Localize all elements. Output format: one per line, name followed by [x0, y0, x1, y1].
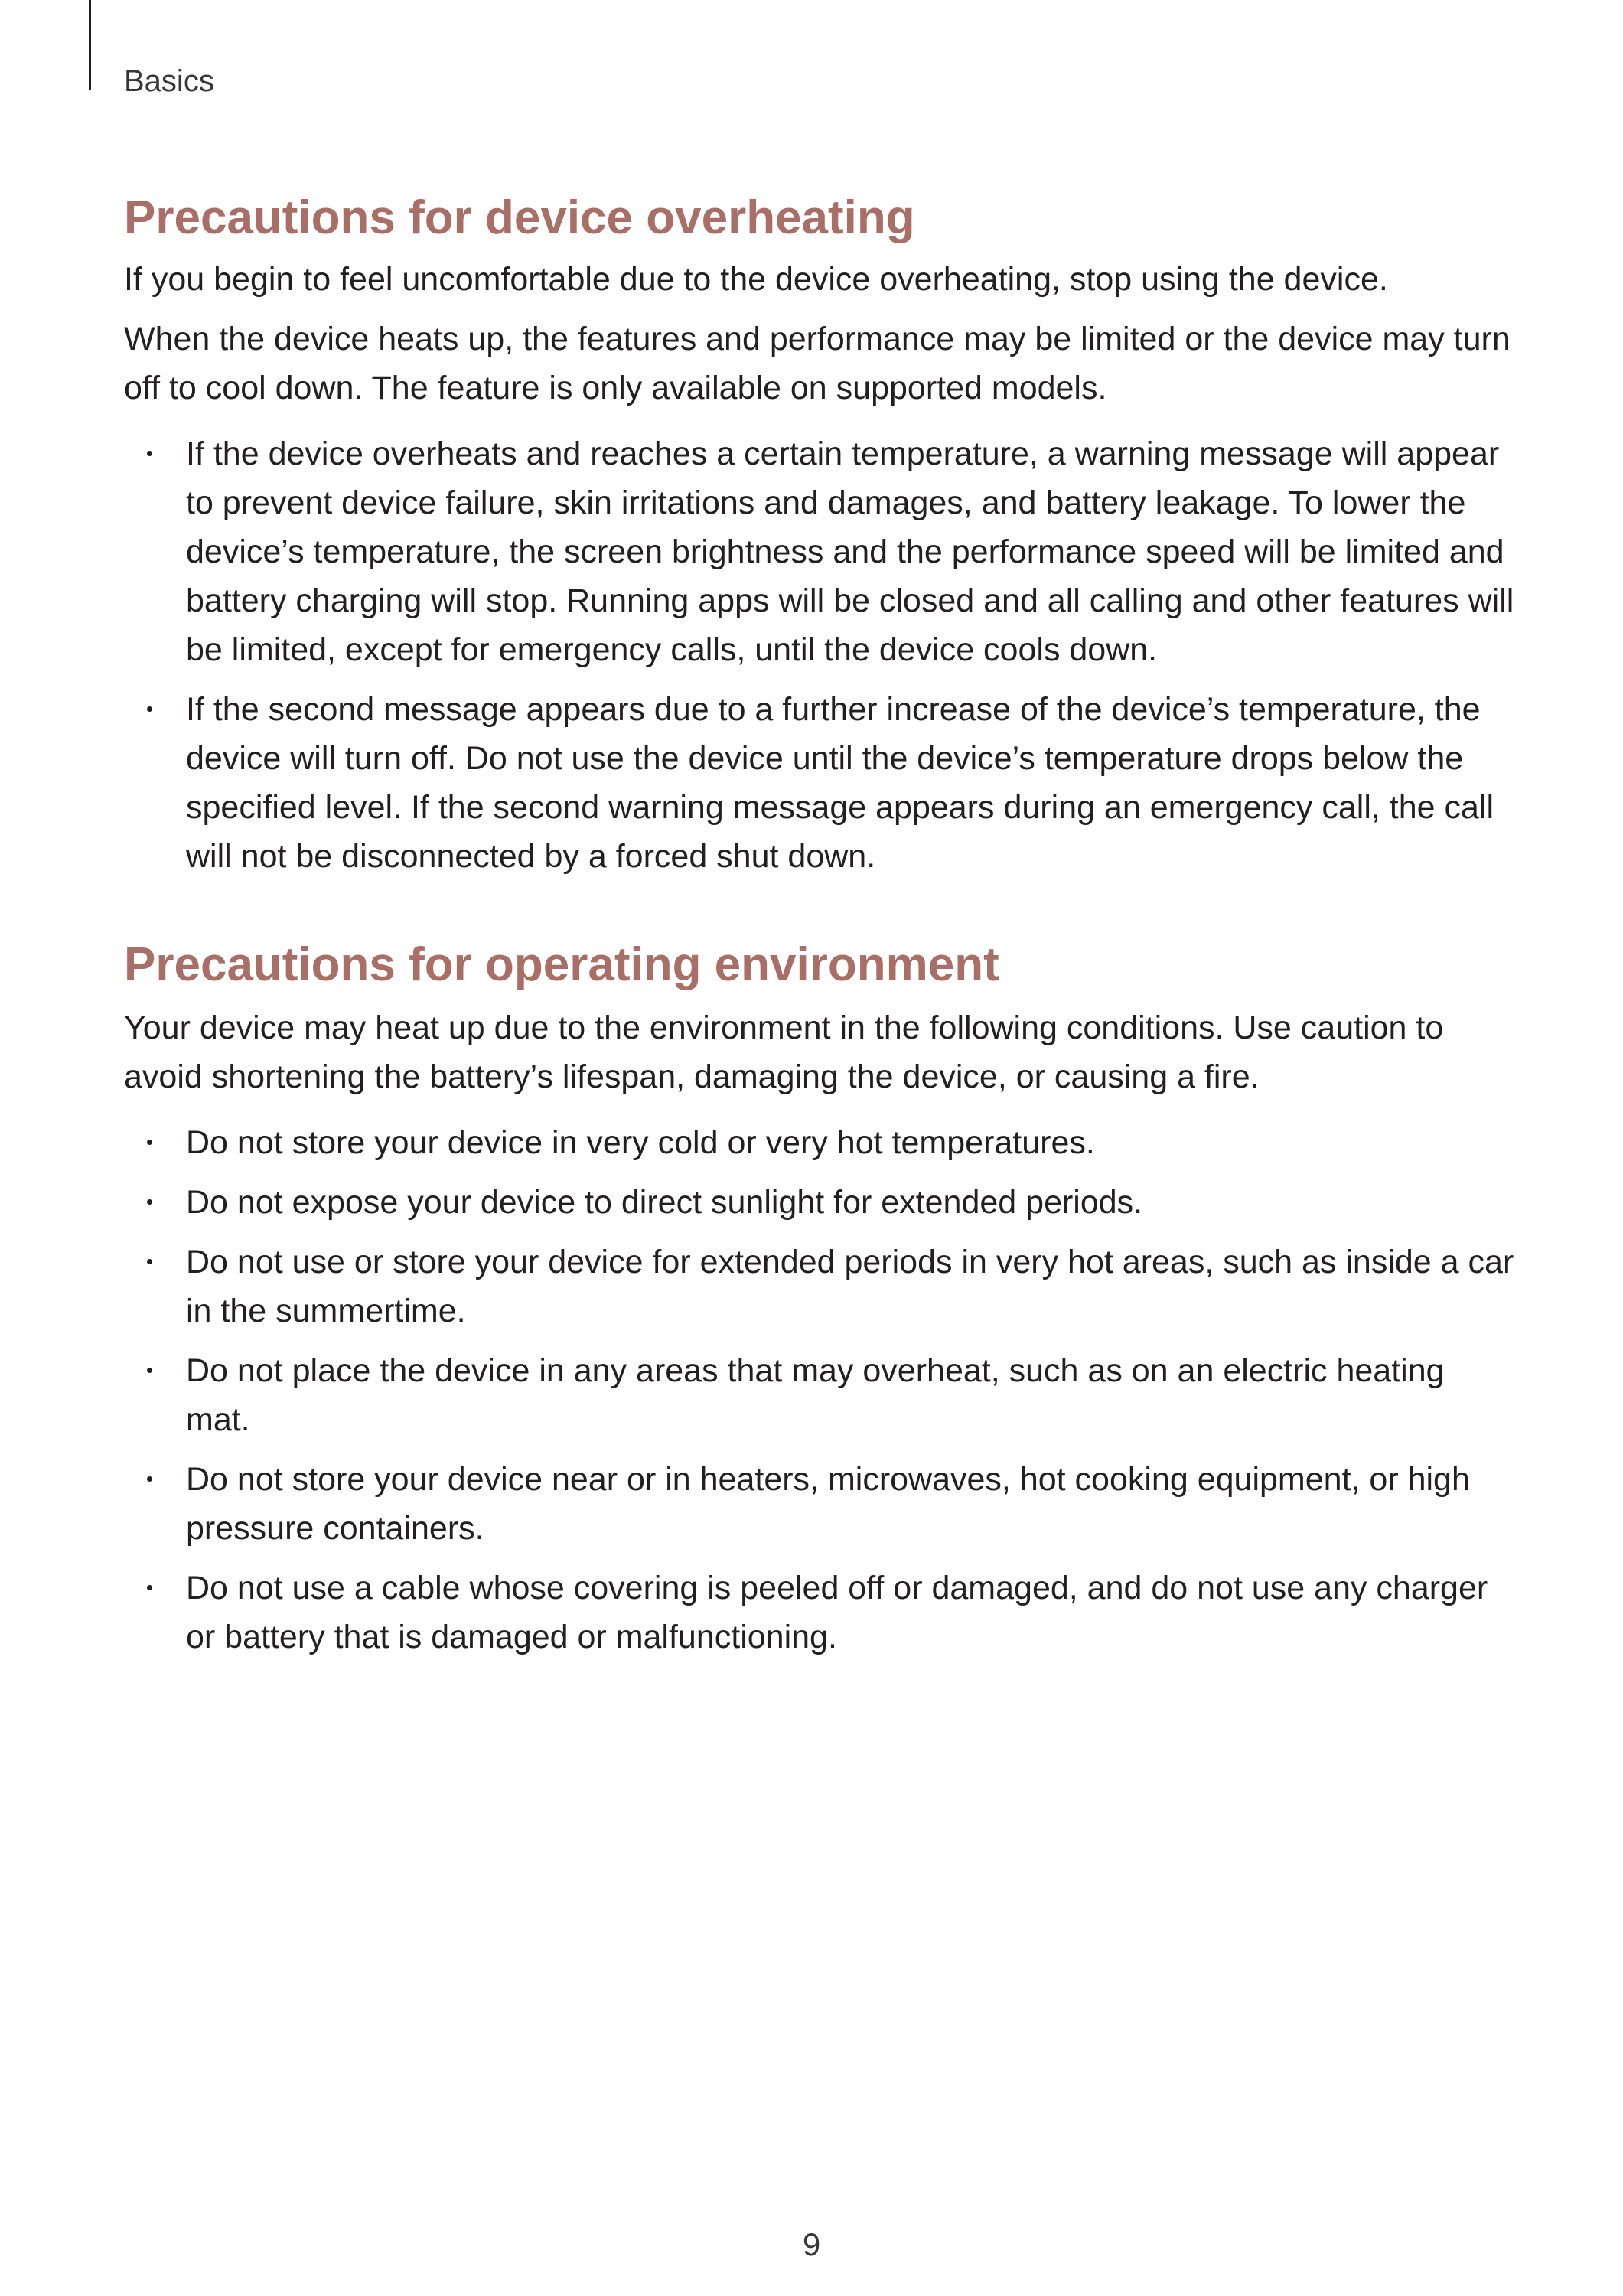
section-device-overheating: [124, 188, 1517, 881]
bullet-dot-icon: [147, 1476, 152, 1482]
page-content: [124, 188, 1517, 1672]
section-title: Precautions for device overheating: [124, 191, 915, 244]
bullet-item: [124, 685, 1517, 881]
bullet-item: [124, 1455, 1517, 1553]
bullet-text: Do not expose your device to direct sunlight for extended periods.: [186, 1184, 1143, 1221]
bullet-item: [124, 1346, 1517, 1444]
bullet-dot-icon: [147, 1585, 152, 1590]
paragraph: If you begin to feel uncomfortable due to the device overheating, stop using the device.: [124, 261, 1388, 298]
chapter-label: Basics: [124, 64, 214, 98]
bullet-item: [124, 1118, 1517, 1167]
bullet-item: [124, 1178, 1517, 1227]
bullet-dot-icon: [147, 451, 152, 456]
bullet-dot-icon: [147, 1259, 152, 1264]
bullet-dot-icon: [147, 1368, 152, 1373]
bullet-text: Do not use a cable whose covering is peeled off or damaged, and do not use any charger or battery that is damaged or malfunctioning.: [186, 1570, 1488, 1655]
header-divider: [89, 0, 91, 90]
bullet-text: Do not place the device in any areas that may overheat, such as on an electric heating mat.: [186, 1352, 1445, 1438]
page-number: 9: [802, 2226, 821, 2262]
bullet-dot-icon: [147, 1199, 152, 1205]
bullet-item: [124, 1238, 1517, 1336]
bullet-item: [124, 429, 1517, 674]
paragraph: Your device may heat up due to the environment in the following conditions. Use caution to avoid shortening the battery’s lifespan, damaging the device, or causing a fire.: [124, 1009, 1444, 1095]
bullet-item: [124, 1564, 1517, 1662]
bullet-text: Do not store your device in very cold or very hot temperatures.: [186, 1124, 1095, 1161]
bullet-text: Do not store your device near or in heaters, microwaves, hot cooking equipment, or high pressure containers.: [186, 1461, 1470, 1547]
section-operating-environment: [124, 934, 1517, 1662]
section-title: Precautions for operating environment: [124, 938, 999, 991]
bullet-dot-icon: [147, 1140, 152, 1145]
bullet-dot-icon: [147, 706, 152, 712]
bullet-list: [124, 429, 1517, 881]
bullet-text: Do not use or store your device for extended periods in very hot areas, such as inside a car in the summertime.: [186, 1244, 1514, 1329]
bullet-text: If the second message appears due to a further increase of the device’s temperature, the device will turn off. Do not use the device until the device’s temperature drops below the specified level. If the second warning message appears during an emergency call, the call will not be disconnected by a forced shut down.: [186, 691, 1494, 875]
bullet-list: [124, 1118, 1517, 1662]
paragraph: When the device heats up, the features and performance may be limited or the device may turn off to cool down. The feature is only available on supported models.: [124, 321, 1511, 406]
bullet-text: If the device overheats and reaches a certain temperature, a warning message will appear to prevent device failure, skin irritations and damages, and battery leakage. To lower the device’s temperature, the screen brightness and the performance speed will be limited and battery charging will stop. Running apps will be closed and all calling and other features will be limited, except for emergency calls, until the device cools down.: [186, 435, 1514, 668]
